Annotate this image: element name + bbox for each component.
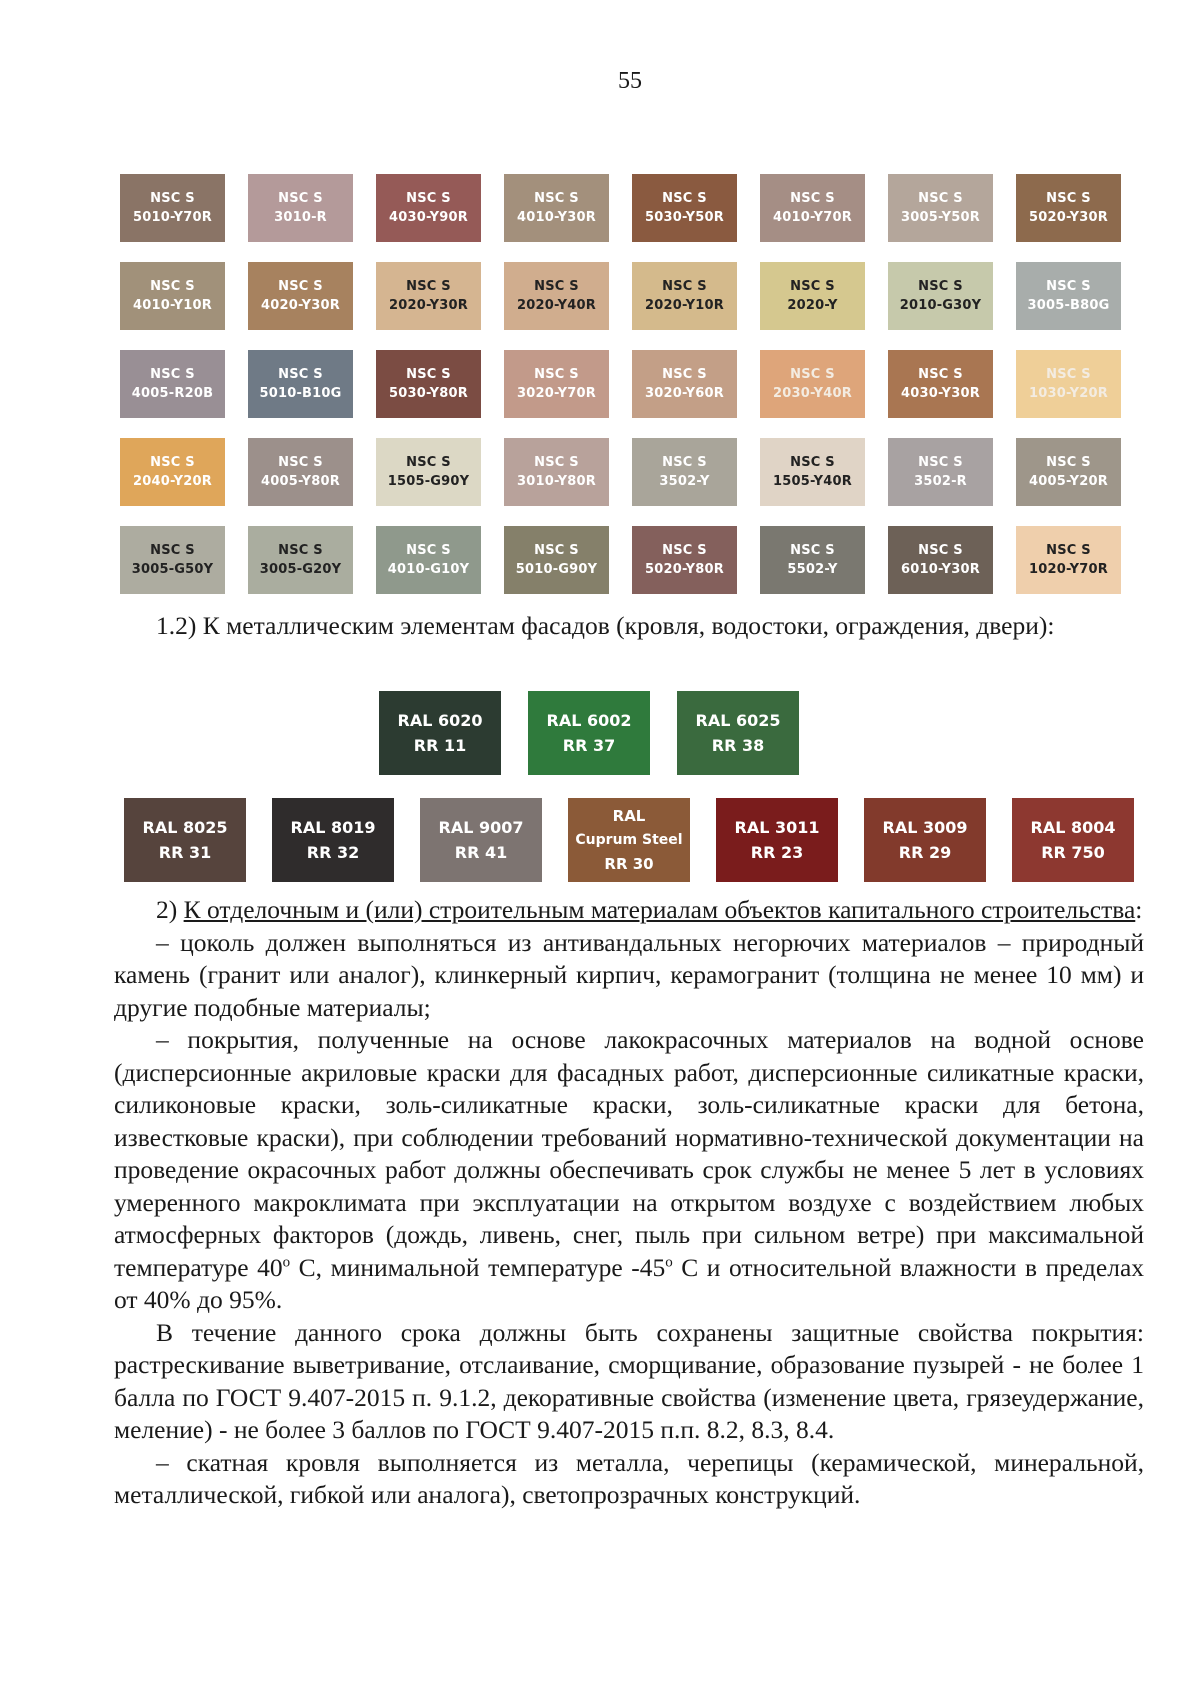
swatch-label-line1: NSC S <box>790 279 835 294</box>
ral-label-l3: RR 30 <box>604 855 654 873</box>
ral-swatch <box>568 798 690 882</box>
swatch-label-line2: 3005-G20Y <box>259 562 342 577</box>
ral-label-l1: RAL 6002 <box>546 711 632 730</box>
swatch-label-line2: 4010-G10Y <box>387 562 470 577</box>
nsc-swatch <box>248 262 353 330</box>
swatch-label-line2: 5010-Y70R <box>133 210 212 225</box>
bullet-plinth: – цоколь должен выполняться из антивандальных негорючих материалов – природный камень (гранит или аналог), клинкерный кирпич, керамогранит (толщина не менее 10 мм) и другие подобные материалы; <box>114 927 1144 1022</box>
ral-label-l2: RR 32 <box>306 843 360 862</box>
nsc-swatch <box>632 350 737 418</box>
swatch-label-line2: 5030-Y80R <box>389 386 468 401</box>
section-title: К отделочным и (или) строительным материалам объектов капитального строительства <box>183 895 1136 924</box>
swatch-label-line1: NSC S <box>662 279 707 294</box>
swatch-label-line2: 6010-Y30R <box>901 562 980 577</box>
ral-swatch <box>1012 798 1134 882</box>
swatch-label-line2: 4005-Y20R <box>1029 474 1108 489</box>
ral-label-l1: RAL 9007 <box>438 818 524 837</box>
swatch-label-line2: 3005-G50Y <box>131 562 214 577</box>
ral-swatch <box>379 691 501 775</box>
swatch-label-line2: 5020-Y30R <box>1029 210 1108 225</box>
ral-label-l1: RAL 8019 <box>290 818 376 837</box>
swatch-label-line2: 5010-G90Y <box>515 562 598 577</box>
nsc-swatch <box>120 438 225 506</box>
nsc-swatch <box>632 262 737 330</box>
ral-swatch <box>716 798 838 882</box>
nsc-swatch <box>376 262 481 330</box>
nsc-swatch <box>120 174 225 242</box>
nsc-swatch <box>760 350 865 418</box>
nsc-swatch <box>1016 350 1121 418</box>
ral-label-l1: RAL 6025 <box>695 711 781 730</box>
swatch-label-line2: 5030-Y50R <box>645 210 724 225</box>
ral-palette-top <box>379 691 799 775</box>
bullet-coatings-text-b: С, минимальной температуре -45 <box>290 1252 666 1282</box>
paragraph-text: 1.2) К металлическим элементам фасадов (кровля, водостоки, ограждения, двери): <box>156 611 1055 640</box>
swatch-label-line2: 3005-B80G <box>1027 298 1110 313</box>
bullet-coatings-text-c: С и относительной влажности в пределах от 40% до 95%. <box>114 1252 1145 1314</box>
swatch-label-line2: 4010-Y30R <box>517 210 596 225</box>
ral-label-l2: RR 11 <box>413 736 467 755</box>
nsc-swatch <box>376 174 481 242</box>
swatch-label-line1: NSC S <box>150 367 195 382</box>
ral-label-l2: RR 29 <box>898 843 952 862</box>
bullet-coatings <box>114 1024 1144 1317</box>
degree-mark: о <box>282 1254 291 1270</box>
ral-swatch <box>677 691 799 775</box>
swatch-label-line1: NSC S <box>918 367 963 382</box>
swatch-label-line1: NSC S <box>534 367 579 382</box>
page-number: 55 <box>618 68 642 94</box>
swatch-label-line1: NSC S <box>790 367 835 382</box>
swatch-label-line2: 5010-B10G <box>259 386 342 401</box>
ral-label-l2: RR 37 <box>562 736 616 755</box>
nsc-swatch <box>248 350 353 418</box>
swatch-label-line2: 2020-Y <box>787 298 838 313</box>
swatch-label-line1: NSC S <box>790 455 835 470</box>
swatch-label-line2: 3502-Y <box>659 474 710 489</box>
nsc-swatch <box>888 262 993 330</box>
ral-palette-bottom <box>124 798 1134 882</box>
nsc-swatch <box>1016 174 1121 242</box>
ral-label-l1: RAL 8025 <box>142 818 228 837</box>
nsc-swatch <box>504 262 609 330</box>
ral-label-l1: RAL 3009 <box>882 818 968 837</box>
swatch-label-line2: 4030-Y30R <box>901 386 980 401</box>
ral-label-l2: RR 31 <box>158 843 212 862</box>
section-2 <box>114 894 1144 1512</box>
nsc-swatch <box>632 174 737 242</box>
swatch-label-line1: NSC S <box>406 279 451 294</box>
nsc-swatch <box>504 526 609 594</box>
swatch-label-line1: NSC S <box>278 279 323 294</box>
swatch-label-line1: NSC S <box>406 367 451 382</box>
swatch-label-line1: NSC S <box>150 455 195 470</box>
nsc-swatch <box>760 262 865 330</box>
swatch-label-line1: NSC S <box>534 455 579 470</box>
swatch-label-line1: NSC S <box>918 455 963 470</box>
swatch-label-line1: NSC S <box>918 543 963 558</box>
nsc-swatch <box>888 350 993 418</box>
nsc-swatch <box>376 526 481 594</box>
swatch-label-line1: NSC S <box>406 543 451 558</box>
swatch-label-line1: NSC S <box>1046 279 1091 294</box>
bullet-roof: – скатная кровля выполняется из металла, черепицы (керамической, минеральной, металлической, гибкой или аналога), светопрозрачных конструкций. <box>114 1447 1144 1509</box>
swatch-label-line2: 3502-R <box>914 474 967 489</box>
swatch-label-line2: 4030-Y90R <box>389 210 468 225</box>
swatch-label-line1: NSC S <box>662 367 707 382</box>
nsc-swatch <box>760 174 865 242</box>
nsc-swatch <box>632 526 737 594</box>
nsc-swatch <box>760 438 865 506</box>
swatch-label-line2: 5502-Y <box>787 562 838 577</box>
nsc-swatch <box>120 526 225 594</box>
swatch-label-line1: NSC S <box>406 455 451 470</box>
ral-swatch <box>528 691 650 775</box>
swatch-label-line1: NSC S <box>534 543 579 558</box>
swatch-label-line1: NSC S <box>918 279 963 294</box>
nsc-swatch <box>632 438 737 506</box>
nsc-swatch <box>120 262 225 330</box>
swatch-label-line1: NSC S <box>1046 191 1091 206</box>
swatch-label-line2: 2030-Y40R <box>773 386 852 401</box>
ral-label-l1: RAL 6020 <box>397 711 483 730</box>
swatch-label-line1: NSC S <box>278 543 323 558</box>
swatch-label-line2: 2010-G30Y <box>899 298 982 313</box>
swatch-label-line1: NSC S <box>534 279 579 294</box>
swatch-label-line1: NSC S <box>278 367 323 382</box>
swatch-label-line2: 4010-Y70R <box>773 210 852 225</box>
nsc-swatch <box>248 174 353 242</box>
swatch-label-line1: NSC S <box>918 191 963 206</box>
swatch-label-line2: 1030-Y20R <box>1029 386 1108 401</box>
swatch-label-line2: 3005-Y50R <box>901 210 980 225</box>
swatch-label-line1: NSC S <box>662 191 707 206</box>
nsc-swatch <box>888 438 993 506</box>
swatch-label-line1: NSC S <box>150 191 195 206</box>
nsc-swatch <box>504 350 609 418</box>
swatch-label-line2: 3010-Y80R <box>517 474 596 489</box>
ral-label-l2: RR 23 <box>750 843 804 862</box>
ral-swatch <box>124 798 246 882</box>
ral-label-l1: RAL 8004 <box>1030 818 1116 837</box>
swatch-label-line1: NSC S <box>1046 455 1091 470</box>
swatch-label-line2: 3020-Y60R <box>645 386 724 401</box>
swatch-label-line2: 4010-Y10R <box>133 298 212 313</box>
swatch-label-line2: 1505-G90Y <box>387 474 470 489</box>
bullet-coatings-text-a: – покрытия, полученные на основе лакокрасочных материалов на водной основе (дисперсионные акриловые краски для фасадных работ, дисперсионные силикатные краски, силиконовые краски, золь-силикатные краски, золь-силикатные краски для бетона, известковые краски), при соблюдении требований нормативно-технической документации на проведение окрасочных работ должны обеспечивать срок службы не менее 5 лет в условиях умеренного макроклимата при эксплуатации на открытом воздухе с воздействием любых атмосферных факторов (дождь, ливень, снег, пыль при сильном ветре) при максимальной температуре 40 <box>114 1025 1144 1282</box>
swatch-label-line2: 2020-Y30R <box>389 298 468 313</box>
nsc-swatch <box>1016 438 1121 506</box>
nsc-swatch <box>504 438 609 506</box>
swatch-label-line1: NSC S <box>278 455 323 470</box>
swatch-label-line1: NSC S <box>278 191 323 206</box>
ral-label-l2: Cuprum Steel <box>575 832 683 848</box>
paragraph-protective-properties: В течение данного срока должны быть сохранены защитные свойства покрытия: растрескивание выветривание, отслаивание, сморщивание, образование пузырей - не более 1 балла по ГОСТ 9.407-2015 п. 9.1.2, декоративные свойства (изменение цвета, грязеудержание, меление) - не более 3 баллов по ГОСТ 9.407-2015 п.п. 8.2, 8.3, 8.4. <box>114 1317 1144 1444</box>
swatch-label-line2: 5020-Y80R <box>645 562 724 577</box>
ral-label-l2: RR 750 <box>1041 843 1105 862</box>
swatch-label-line1: NSC S <box>1046 367 1091 382</box>
ral-label-l2: RR 41 <box>454 843 508 862</box>
swatch-label-line2: 2020-Y40R <box>517 298 596 313</box>
section-number: 2) <box>156 895 178 924</box>
nsc-swatch <box>248 526 353 594</box>
ral-label-l2: RR 38 <box>711 736 765 755</box>
swatch-label-line2: 1020-Y70R <box>1029 562 1108 577</box>
nsc-swatch <box>376 438 481 506</box>
swatch-label-line2: 2020-Y10R <box>645 298 724 313</box>
swatch-label-line1: NSC S <box>1046 543 1091 558</box>
nsc-swatch <box>120 350 225 418</box>
nsc-swatch <box>504 174 609 242</box>
section-colon: : <box>1135 895 1143 924</box>
nsc-swatch <box>760 526 865 594</box>
swatch-label-line1: NSC S <box>150 543 195 558</box>
degree-mark: о <box>665 1254 673 1270</box>
nsc-swatch <box>888 174 993 242</box>
section-heading <box>114 894 1144 927</box>
swatch-label-line1: NSC S <box>790 543 835 558</box>
nsc-swatch <box>888 526 993 594</box>
swatch-label-line1: NSC S <box>406 191 451 206</box>
nsc-swatch <box>248 438 353 506</box>
nsc-swatch <box>1016 262 1121 330</box>
ral-swatch <box>272 798 394 882</box>
swatch-label-line2: 3010-R <box>274 210 327 225</box>
swatch-label-line1: NSC S <box>662 455 707 470</box>
swatch-label-line2: 2040-Y20R <box>133 474 212 489</box>
swatch-label-line2: 1505-Y40R <box>773 474 852 489</box>
nsc-swatch <box>376 350 481 418</box>
swatch-label-line1: NSC S <box>534 191 579 206</box>
swatch-label-line2: 3020-Y70R <box>517 386 596 401</box>
swatch-label-line2: 4005-Y80R <box>261 474 340 489</box>
nsc-color-palette <box>120 174 1125 594</box>
nsc-swatch <box>1016 526 1121 594</box>
ral-label-l1: RAL 3011 <box>734 818 820 837</box>
ral-swatch <box>864 798 986 882</box>
swatch-label-line2: 4005-R20B <box>131 386 214 401</box>
ral-label-l1: RAL <box>612 807 646 825</box>
swatch-label-line1: NSC S <box>790 191 835 206</box>
swatch-label-line2: 4020-Y30R <box>261 298 340 313</box>
swatch-label-line1: NSC S <box>150 279 195 294</box>
swatch-label-line1: NSC S <box>662 543 707 558</box>
paragraph-metal-elements <box>114 610 1144 643</box>
ral-swatch <box>420 798 542 882</box>
